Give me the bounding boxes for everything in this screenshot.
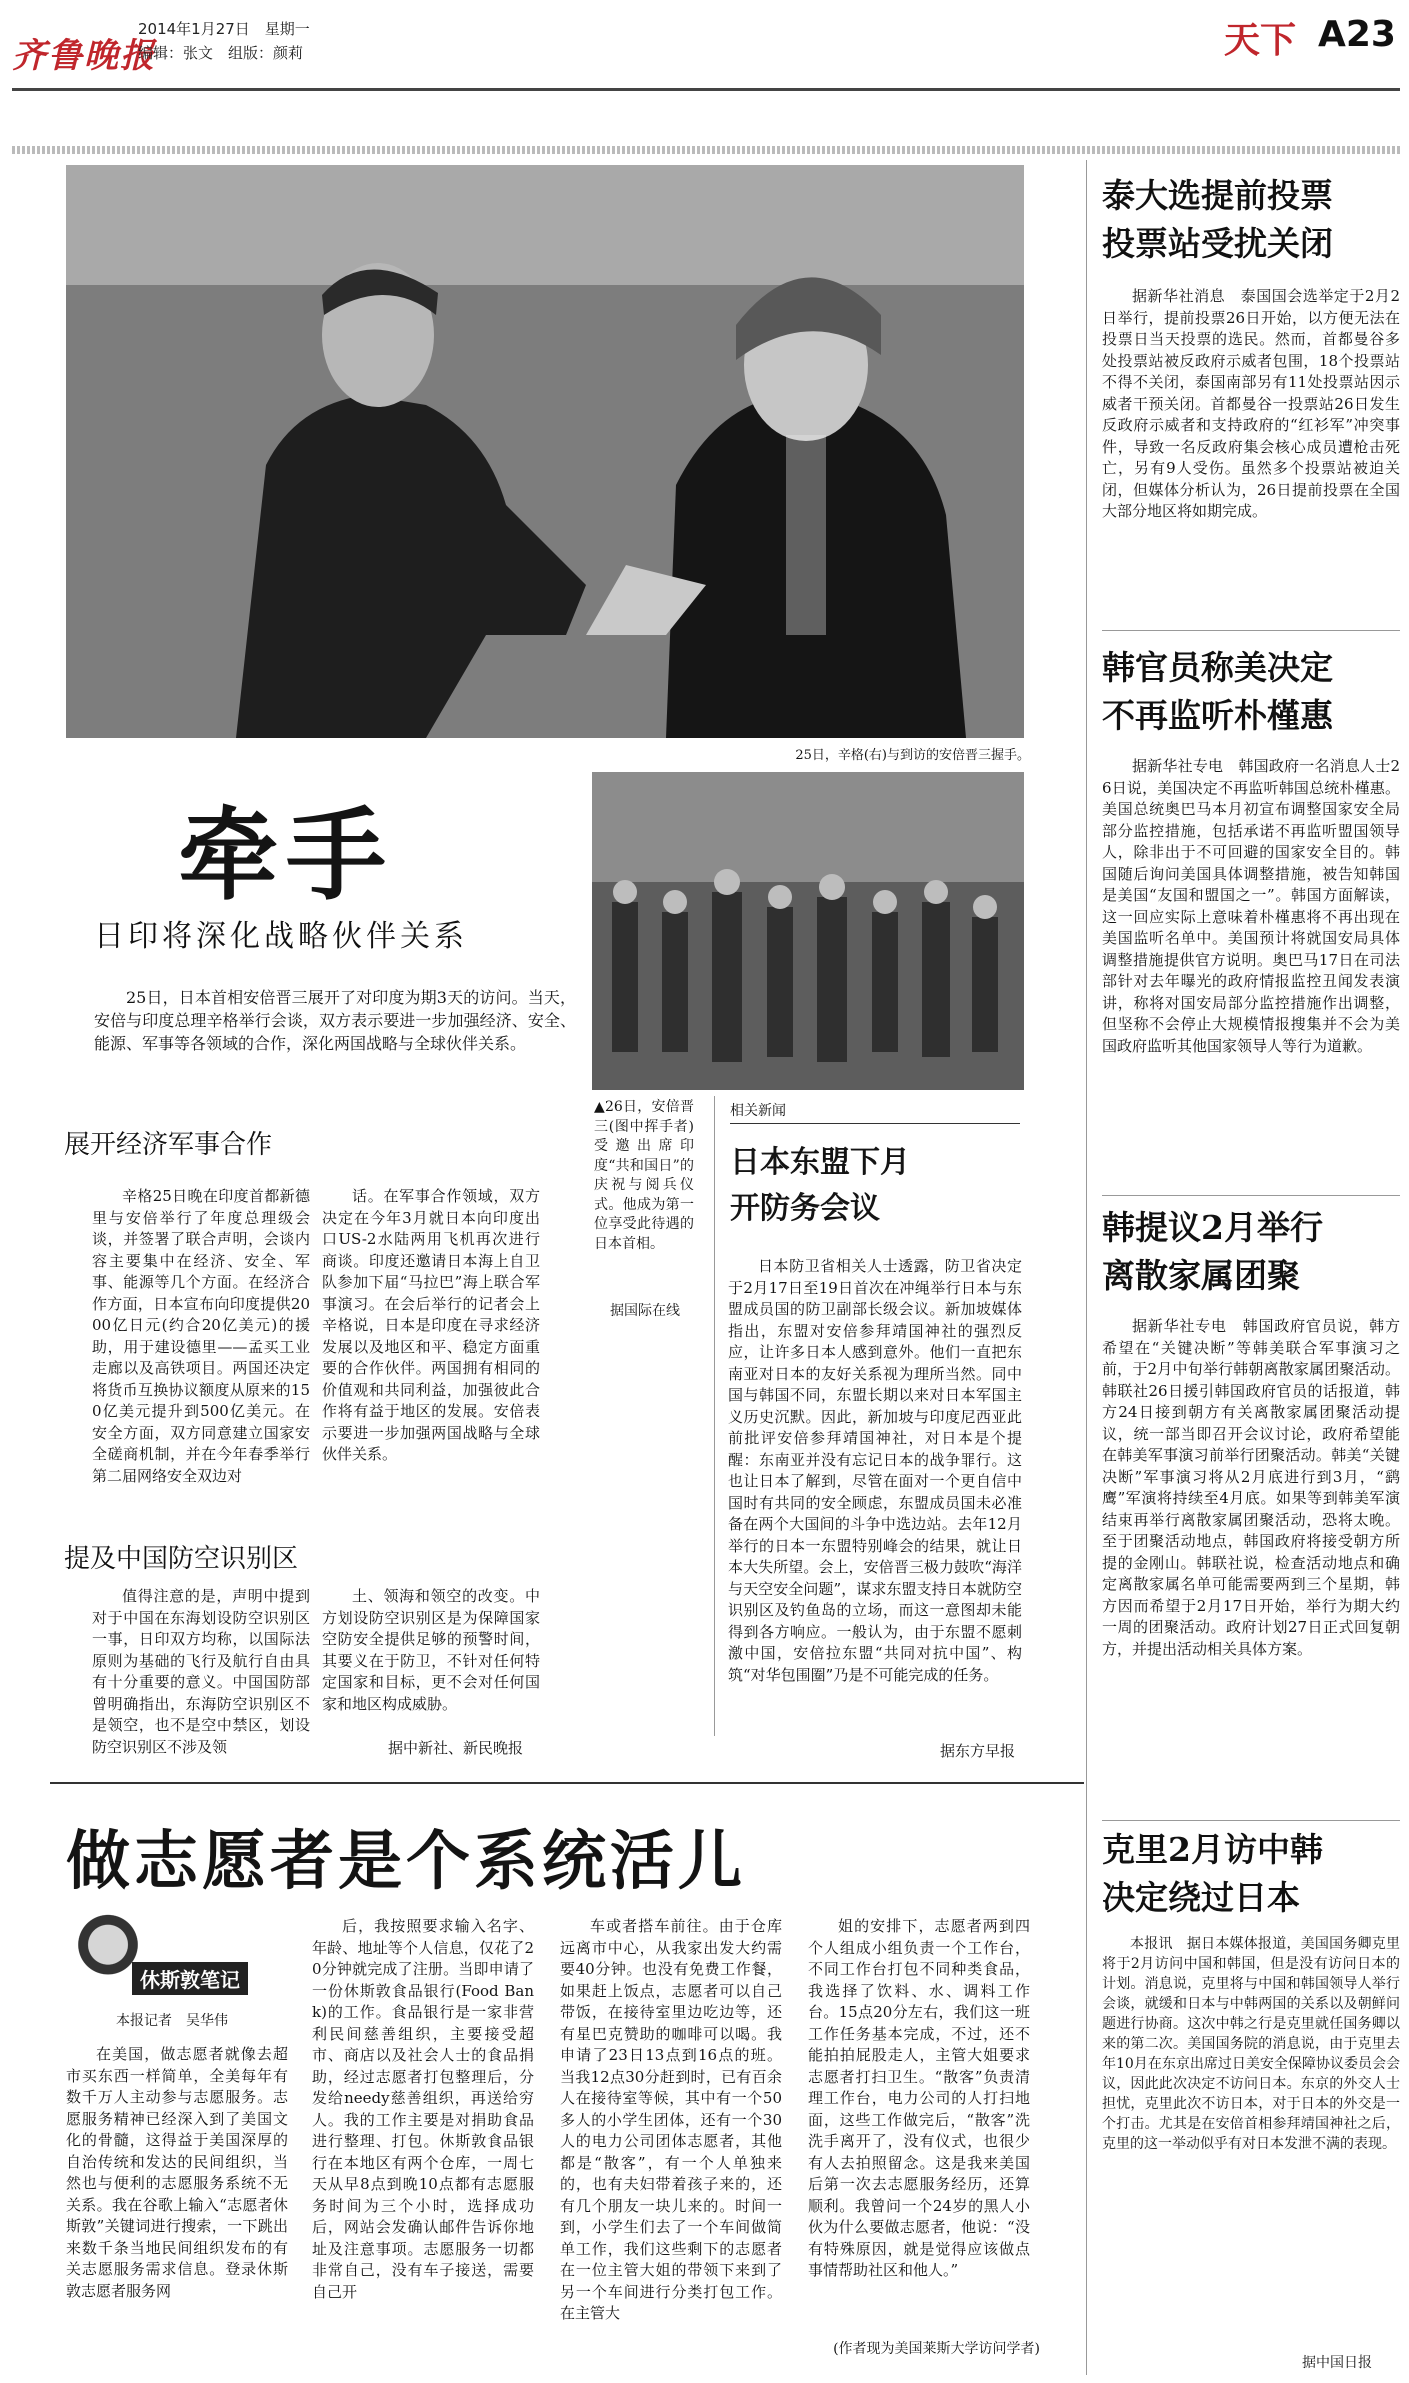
handshake-illustration [66,165,1024,738]
section-body-adiz-col1: 值得注意的是，声明中提到对于中国在东海划设防空识别区一事，日印双方均称，以国际法原则为基础的飞行及航行自由具有十分重要的意义。中国国防部曾明确指出，东海防空识别区不是领空，也不是空中禁区，划设防空识别区不涉及领 [92,1587,310,1756]
sidebar-body-4: 本报讯 据日本媒体报道，美国国务卿克里将于2月访问中国和韩国，但是没有访问日本的计划。消息说，克里将与中国和韩国领导人举行会谈，就缓和日本与中韩两国的关系以及朝鲜问题进行协商。这次中韩之行是克里就任国务卿以来的第二次。美国国务院的消息说，由于克里去年10月在东京出席过日美安全保障协议委员会会议，因此此次决定不访问日本。东京的外交人士担忧，克里此次不访日本，对于日本的外交是一个打击。尤其是在安倍首相参拜靖国神社之后，克里的这一举动似乎有对日本发泄不满的表现。 [1102,1936,1400,2152]
sidebar-divider [1086,160,1087,2375]
sidebar-story-3 [1102,1204,1400,1660]
sidebar-story-1 [1102,172,1400,523]
sidebar-source-4: 据中国日报 [1302,2355,1372,2371]
volunteer-col2: 后，我按照要求输入名字、年龄、地址等个人信息，仅花了20分钟就完成了注册。当即申请了一份休斯敦食品银行(Food Bank)的工作。食品银行是一家非营利民间慈善组织，主要接受超市、商店以及社会人士的食品捐助，经过志愿者打包整理后，分发给needy慈善组织，再送给穷人。我的工作主要是对捐助食品进行整理、打包。休斯敦食品银行在本地区有两个仓库，一周七天从早8点到晚10点都有志愿服务时间为三个小时，选择成功后，网站会发确认邮件告诉你地址及注意事项。志愿服务一切都非常自己，没有车子接送，需要自己开 [312,1917,534,2301]
main-photo-caption: 25日，辛格(右)与到访的安倍晋三握手。 [795,748,1030,763]
sidebar-rule-3 [1102,1820,1400,1821]
sidebar-headline-1-line1: 泰大选提前投票 [1102,176,1333,215]
sidebar-headline-2-line2: 不再监听朴槿惠 [1102,696,1333,735]
related-headline [730,1140,910,1232]
related-body: 日本防卫省相关人士透露，防卫省决定于2月17日至19日首次在冲绳举行日本与东盟成员国的防卫副部长级会议。新加坡媒体指出，东盟对安倍参拜靖国神社的强烈反应，让许多日本人感到意外。他们一直把东南亚对日本的友好关系视为理所当然。同中国与韩国不同，东盟长期以来对日本军国主义历史沉默。因此，新加坡与印度尼西亚此前批评安倍参拜靖国神社，对日本是个提醒：东南亚并没有忘记日本的战争罪行。这也让日本了解到，尽管在面对一个更自信中国时有共同的安全顾虑，东盟成员国未必准备在两个大国间的斗争中选边站。去年12月举行的日本一东盟特别峰会的结果，就让日本大失所望。会上，安倍晋三极力鼓吹“海洋与天空安全问题”，谋求东盟支持日本就防空识别区及钓鱼岛的立场，而这一意图却未能得到各方响应。一般认为，由于东盟不愿刺激中国，安倍拉东盟“共同对抗中国”、构筑“对华包围圈”乃是不可能完成的任务。 [728,1257,1022,1684]
volunteer-headline: 做志愿者是个系统活儿 [66,1824,746,1899]
sidebar-story-2 [1102,644,1400,1057]
page-number: A23 [1318,14,1396,55]
top-divider [12,146,1400,154]
sidebar-body-1: 据新华社消息 泰国国会选举定于2月2日举行，提前投票26日开始，以方便无法在投票日当天投票的选民。然而，首都曼谷多处投票站被反政府示威者包围，18个投票站不得不关闭，泰国南部另有11处投票站因示威者干预关闭。首都曼谷一投票站26日发生反政府示威者和支持政府的“红衫军”冲突事件，导致一名反政府集会核心成员遭枪击死亡，另有9人受伤。虽然多个投票站被迫关闭，但媒体分析认为，26日提前投票在全国大部分地区将如期完成。 [1102,287,1400,520]
section-body-economy-col1: 辛格25日晚在印度首都新德里与安倍举行了年度总理级会谈，并签署了联合声明，会谈内容主要集中在经济、安全、军事、能源等几个方面。在经济合作方面，日本宣布向印度提供2000亿日元(约合20亿美元)的援助，用于建设德里——孟买工业走廊以及高铁项目。两国还决定将货币互换协议额度从原来的150亿美元提升到500亿美元。在安全方面，双方同意建立国家安全磋商机制，并在今年春季举行第二届网络安全双边对 [92,1187,310,1485]
sidebar-rule-1 [1102,630,1400,631]
sidebar-headline-3-line1: 韩提议2月举行 [1102,1208,1323,1247]
sidebar-body-3: 据新华社专电 韩国政府官员说，韩方希望在“关键决断”等韩美联合军事演习之前，于2月中旬举行韩朝离散家属团聚活动。韩联社26日援引韩国政府官员的话报道，韩方24日接到朝方有关离散家属团聚活动提议，统一部当即召开会议讨论，政府希望能在韩美军事演习前举行团聚活动。韩美“关键决断”军事演习将从2月底进行到3月，“鹞鹰”军演将持续至4月底。如果等到韩美军演结束再举行离散家属团聚活动，恐将太晚。至于团聚活动地点，韩国政府将接受朝方所提的金刚山。韩联社说，检查活动地点和确定离散家属名单可能需要两到三个星期，韩方因而希望于2月17日开始，举行为期大约一周的团聚活动。政府计划27日正式回复朝方，并提出活动相关具体方案。 [1102,1317,1400,1658]
issue-editors: 编辑：张文 组版：颜莉 [138,44,304,62]
section-body-adiz-col2: 土、领海和领空的改变。中方划设防空识别区是为保障国家空防安全提供足够的预警时间，其要义在于防卫，不针对任何特定国家和目标，更不会对任何国家和地区构成威胁。 [322,1587,540,1713]
volunteer-col3: 车或者搭车前往。由于仓库远离市中心，从我家出发大约需要40分钟。也没有免费工作餐，如果赶上饭点，志愿者可以自己带饭，在接待室里边吃边等，还有星巴克赞助的咖啡可以喝。我申请了23日13点到16点的班。当我12点30分赶到时，已有百余人在接待室等候，其中有一个50多人的小学生团体，还有一个30人的电力公司团体志愿者，其他都是“散客”，有一个人单独来的，也有夫妇带着孩子来的，还有几个朋友一块儿来的。时间一到，小学生们去了一个车间做简单工作，我们这些剩下的志愿者在一位主管大姐的带领下来到了另一个车间进行分类打包工作。在主管大 [560,1917,782,2322]
sidebar-headline-4-line2: 决定绕过日本 [1102,1878,1300,1917]
lead-subheadline: 日印将深化战略伙伴关系 [94,919,468,954]
main-photo [66,165,1024,738]
section-title-adiz: 提及中国防空识别区 [64,1544,299,1574]
related-headline-line2: 开防务会议 [730,1191,880,1226]
sidebar-headline-3-line2: 离散家属团聚 [1102,1256,1300,1295]
sidebar-story-4 [1102,1826,1400,2154]
volunteer-author-note: (作者现为美国莱斯大学访问学者) [833,2341,1040,2357]
sidebar-headline-1-line2: 投票站受扰关闭 [1102,224,1333,263]
lead-source: 据中新社、新民晚报 [388,1739,524,1757]
column-tag: 休斯敦笔记 [132,1962,248,1995]
lead-headline: 牵手 [178,797,394,914]
parade-illustration [592,772,1024,1090]
sidebar-headline-2-line1: 韩官员称美决定 [1102,648,1333,687]
sidebar-headline-3 [1102,1204,1400,1300]
related-source: 据东方早报 [940,1742,1016,1760]
sidebar-headline-4 [1102,1826,1400,1922]
sidebar-body-2: 据新华社专电 韩国政府一名消息人士26日说，美国决定不再监听韩国总统朴槿惠。美国总统奥巴马本月初宣布调整国家安全局部分监控措施，包括承诺不再监听盟国领导人，除非出于不可回避的国家安全目的。韩国随后询问美国具体调整措施，被告知韩国是美国“友国和盟国之一”。韩国方面解读，这一回应实际上意味着朴槿惠将不再出现在美国监听名单中。美国预计将就国安局具体调整措施提供官方说明。奥巴马17日在司法部针对去年曝光的政府情报监控丑闻发表演讲，称将对国安局部分监控措施作出调整，但坚称不会停止大规模情报搜集并不会为美国政府监听其他国家领导人等行为道歉。 [1102,757,1400,1055]
sidebar-headline-2 [1102,644,1400,740]
volunteer-col1: 在美国，做志愿者就像去超市买东西一样简单，全美每年有数千万人主动参与志愿服务。志愿服务精神已经深入到了美国文化的骨髓，这得益于美国深厚的自治传统和发达的民间组织，当然也与便利的志愿服务系统不无关系。我在谷歌上输入“志愿者休斯敦”关键词进行搜索，一下跳出来数千条当地民间组织发布的有关志愿服务需求信息。登录休斯敦志愿者服务网 [66,2045,288,2300]
section-title-economy: 展开经济军事合作 [64,1130,273,1160]
parade-caption-source: 据国际在线 [610,1303,680,1319]
volunteer-top-rule [50,1782,1084,1784]
issue-info [138,17,310,65]
lead-intro: 25日，日本首相安倍晋三展开了对印度为期3天的访问。当天，安倍与印度总理辛格举行会谈，双方表示要进一步加强经济、安全、能源、军事等各领域的合作，深化两国战略与全球伙伴关系。 [94,988,576,1053]
volunteer-col4: 姐的安排下，志愿者两到四个人组成小组负责一个工作台，不同工作台打包不同种类食品，我选择了饮料、水、调料工作台。15点20分左右，我们这一班工作任务基本完成，不过，还不能拍拍屁股走人，主管大姐要求志愿者打扫卫生。“散客”负责清理工作台，电力公司的人打扫地面，这些工作做完后，“散客”洗洗手离开了，没有仪式，也很少有人去拍照留念。这是我来美国后第一次去志愿服务经历，还算顺利。我曾问一个24岁的黑人小伙为什么要做志愿者，他说：“没有特殊原因，就是觉得应该做点事情帮助社区和他人。” [808,1917,1030,2279]
related-headline-line1: 日本东盟下月 [730,1145,910,1180]
section-name: 天下 [1224,20,1297,61]
masthead-rule [12,88,1400,91]
related-tag: 相关新闻 [730,1100,1020,1124]
section-body-economy-col2: 话。在军事合作领域，双方决定在今年3月就日本向印度出口US-2水陆两用飞机再次进行商谈。印度还邀请日本海上自卫队参加下届“马拉巴”海上联合军事演习。在会后举行的记者会上辛格说，日本是印度在寻求经济发展以及地区和平、稳定方面重要的合作伙伴。两国拥有相同的价值观和共同利益，加强彼此合作将有益于地区的发展。安倍表示要进一步加强两国战略与全球伙伴关系。 [322,1187,540,1463]
issue-date: 2014年1月27日 星期一 [138,20,310,38]
parade-caption: ▲26日，安倍晋三(图中挥手者)受邀出席印度“共和国日”的庆祝与阅兵仪式。他成为第一位享受此待遇的日本首相。 [594,1099,694,1252]
related-divider [714,1096,715,1736]
sidebar-rule-2 [1102,1195,1400,1196]
sidebar-headline-4-line1: 克里2月访中韩 [1102,1830,1323,1869]
sidebar-headline-1 [1102,172,1400,268]
volunteer-byline: 本报记者 吴华伟 [116,2013,228,2029]
newspaper-logo: 齐鲁晚报 [12,36,156,76]
parade-photo [592,772,1024,1090]
